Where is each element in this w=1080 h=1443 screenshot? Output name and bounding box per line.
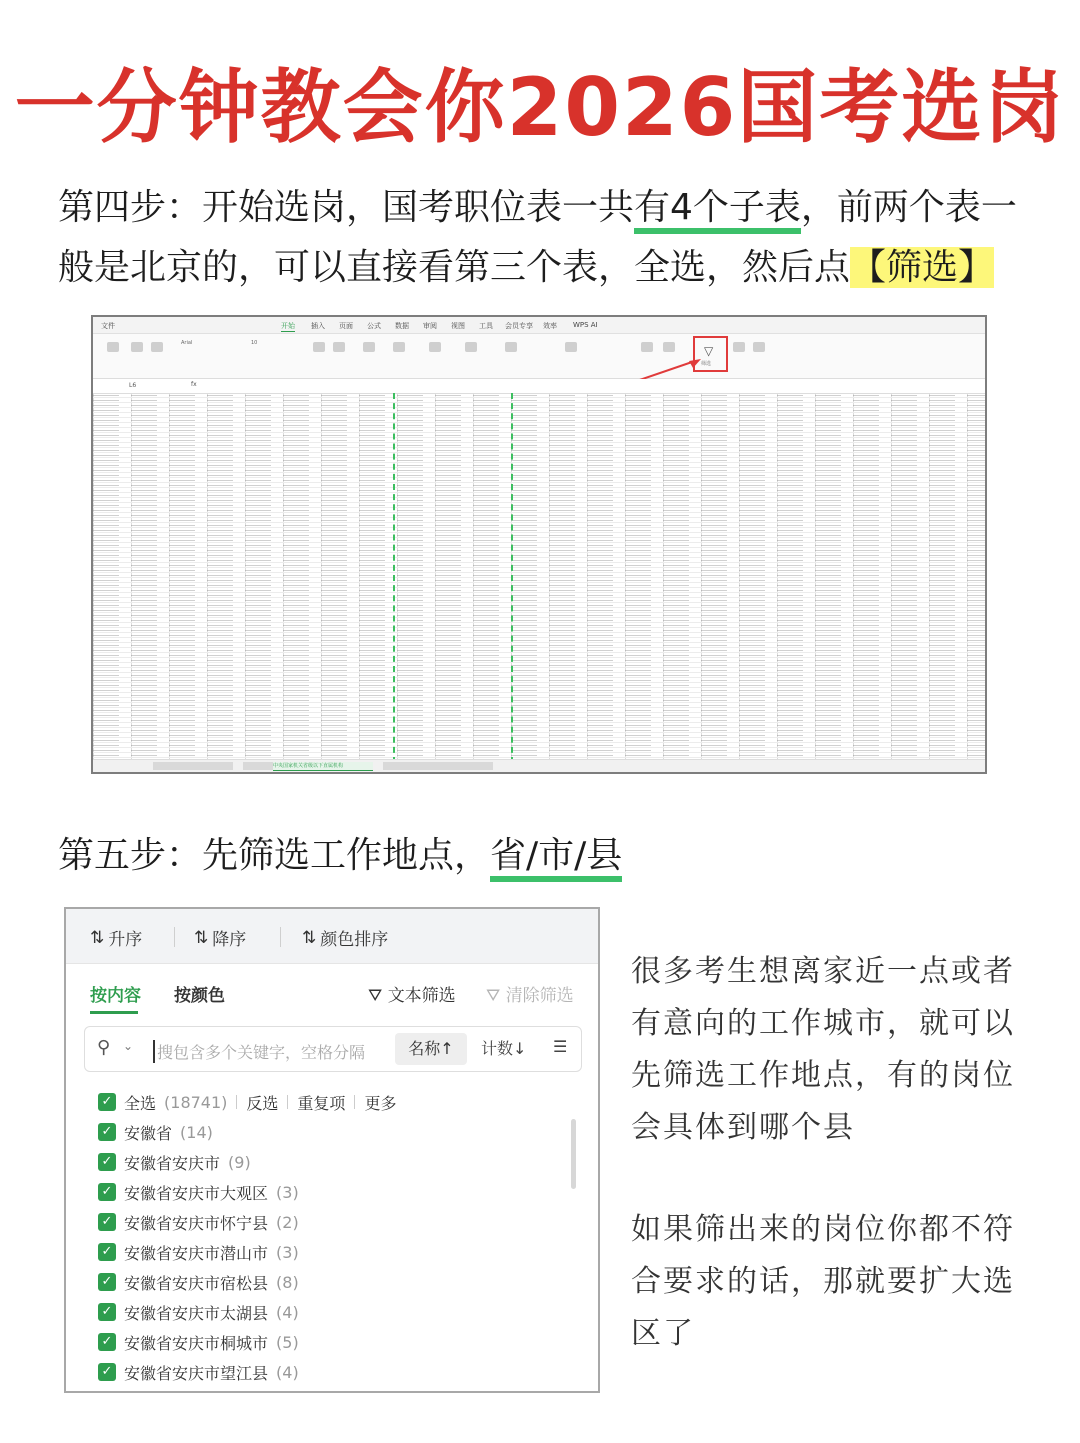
chevron-down-icon[interactable]: ⌄ bbox=[123, 1039, 134, 1053]
step4-highlight: 有4个子表 bbox=[634, 187, 801, 234]
tab-review[interactable]: 审阅 bbox=[423, 322, 437, 330]
sheet-tab-bar bbox=[93, 759, 987, 772]
cell-reference[interactable]: L6 bbox=[129, 382, 137, 389]
invert-selection-link[interactable]: 反选 bbox=[246, 1093, 279, 1113]
side-paragraph-2 bbox=[631, 1204, 1031, 1360]
checkbox-checked-icon[interactable]: ✓ bbox=[98, 1093, 116, 1111]
list-item[interactable] bbox=[98, 1237, 568, 1267]
selection-border-left bbox=[393, 393, 395, 763]
item-label: 安徽省安庆市潜山市 bbox=[124, 1243, 269, 1263]
filter-icon: ▽ bbox=[704, 344, 714, 358]
tab-member[interactable]: 会员专享 bbox=[505, 322, 533, 330]
sort-bar bbox=[66, 909, 598, 964]
item-count: (9) bbox=[228, 1152, 251, 1172]
item-count: (14) bbox=[180, 1122, 213, 1142]
list-options-icon[interactable]: ☰ bbox=[553, 1037, 568, 1056]
step5-highlight: 省/市/县 bbox=[490, 835, 622, 882]
sort-desc-label: 降序 bbox=[212, 930, 247, 950]
merge-icon[interactable] bbox=[393, 342, 405, 352]
sort-desc-icon: ⇅ bbox=[194, 927, 209, 948]
side-paragraph-1 bbox=[631, 946, 1031, 1154]
sort-color-label: 颜色排序 bbox=[320, 930, 389, 950]
name-sort-button[interactable]: 名称↑ bbox=[395, 1033, 467, 1065]
item-label: 安徽省安庆市望江县 bbox=[124, 1363, 269, 1383]
sort-color-button[interactable] bbox=[302, 925, 388, 950]
search-input[interactable] bbox=[84, 1026, 582, 1072]
cut-icon[interactable] bbox=[151, 342, 163, 352]
divider bbox=[287, 1095, 288, 1109]
list-item[interactable] bbox=[98, 1267, 568, 1297]
number-format-icon[interactable] bbox=[429, 342, 441, 352]
list-item[interactable] bbox=[98, 1357, 568, 1387]
filter-panel bbox=[64, 907, 600, 1393]
list-item[interactable] bbox=[98, 1117, 568, 1147]
step4-part1: 第四步：开始选岗，国考职位表一共 bbox=[58, 187, 635, 228]
align-icon[interactable] bbox=[313, 342, 325, 352]
ribbon-toolbar bbox=[93, 334, 985, 379]
item-label: 安徽省安庆市 bbox=[124, 1153, 221, 1173]
align-center-icon[interactable] bbox=[333, 342, 345, 352]
divider bbox=[354, 1095, 355, 1109]
list-item[interactable] bbox=[98, 1177, 568, 1207]
item-count: (3) bbox=[276, 1242, 299, 1262]
list-item[interactable] bbox=[98, 1297, 568, 1327]
tab-formula[interactable]: 公式 bbox=[367, 322, 381, 330]
funnel-clear-icon: ⛛ bbox=[486, 986, 501, 1006]
tab-efficiency[interactable]: 效率 bbox=[543, 322, 557, 330]
find-icon[interactable] bbox=[753, 342, 765, 352]
step4-text bbox=[58, 178, 1028, 298]
count-sort-button[interactable]: 计数↓ bbox=[481, 1039, 527, 1058]
cell-contents bbox=[93, 393, 987, 763]
list-item[interactable] bbox=[98, 1207, 568, 1237]
item-label: 安徽省安庆市太湖县 bbox=[124, 1303, 269, 1323]
tab-by-content[interactable]: 按内容 bbox=[90, 981, 141, 1006]
item-count: (8) bbox=[276, 1272, 299, 1292]
sort-asc-icon: ⇅ bbox=[90, 927, 105, 948]
tab-wps-ai[interactable]: WPS AI bbox=[573, 321, 598, 329]
item-label: 安徽省 bbox=[124, 1123, 173, 1143]
checkbox-checked-icon[interactable]: ✓ bbox=[98, 1303, 116, 1321]
tab-data[interactable]: 数据 bbox=[395, 322, 409, 330]
checkbox-checked-icon[interactable]: ✓ bbox=[98, 1333, 116, 1351]
item-count: (4) bbox=[276, 1362, 299, 1382]
select-all-label: 全选 bbox=[124, 1093, 157, 1113]
side-line: 有意向的工作城市，就可以 bbox=[631, 1006, 1015, 1041]
step4-part2: ，前两个表一般是北京的，可以直接看第三个表，全选，然后点 bbox=[58, 187, 1017, 288]
item-label: 安徽省安庆市桐城市 bbox=[124, 1333, 269, 1353]
item-count: (4) bbox=[276, 1302, 299, 1322]
sort-desc-button[interactable] bbox=[194, 925, 246, 950]
tab-by-color[interactable]: 按颜色 bbox=[174, 986, 225, 1006]
clear-filter-button[interactable] bbox=[486, 981, 574, 1006]
menu-bar bbox=[93, 317, 985, 334]
search-icon[interactable]: ⚲ bbox=[97, 1037, 111, 1058]
spreadsheet-screenshot bbox=[91, 315, 987, 774]
sort-asc-button[interactable] bbox=[90, 925, 142, 950]
tab-home[interactable]: 开始 bbox=[281, 322, 295, 330]
row-col-icon[interactable] bbox=[505, 342, 517, 352]
sheet-tab-4[interactable] bbox=[383, 762, 493, 770]
item-label: 安徽省安庆市大观区 bbox=[124, 1183, 269, 1203]
checkbox-checked-icon[interactable]: ✓ bbox=[98, 1123, 116, 1141]
convert-icon[interactable] bbox=[465, 342, 477, 352]
list-item[interactable] bbox=[98, 1327, 568, 1357]
side-line: 如果筛出来的岗位你都不符 bbox=[631, 1212, 1015, 1247]
item-label: 安徽省安庆市宿松县 bbox=[124, 1273, 269, 1293]
page-title: 一分钟教会你2026国考选岗 bbox=[14, 61, 1066, 154]
step4-filter-label: 【筛选】 bbox=[850, 247, 995, 288]
checkbox-checked-icon[interactable]: ✓ bbox=[98, 1243, 116, 1261]
checkbox-checked-icon[interactable]: ✓ bbox=[98, 1273, 116, 1291]
fill-icon[interactable] bbox=[641, 342, 653, 352]
font-size[interactable]: 10 bbox=[251, 340, 258, 346]
item-count: (5) bbox=[276, 1332, 299, 1352]
sort-color-icon: ⇅ bbox=[302, 927, 317, 948]
divider bbox=[236, 1095, 237, 1109]
selection-border-right bbox=[511, 393, 513, 763]
text-filter-label: 文本筛选 bbox=[387, 986, 456, 1006]
table-style-icon[interactable] bbox=[565, 342, 577, 352]
tab-view[interactable]: 视图 bbox=[451, 322, 465, 330]
select-all-row[interactable] bbox=[98, 1087, 568, 1117]
fx-icon: fx bbox=[191, 381, 197, 388]
divider bbox=[280, 927, 281, 947]
duplicates-link[interactable]: 重复项 bbox=[297, 1093, 346, 1113]
filter-label: 筛选 bbox=[701, 361, 712, 367]
checkbox-checked-icon[interactable]: ✓ bbox=[98, 1213, 116, 1231]
checkbox-checked-icon[interactable]: ✓ bbox=[98, 1183, 116, 1201]
item-count: (3) bbox=[276, 1182, 299, 1202]
format-painter-icon[interactable] bbox=[107, 342, 119, 352]
sheet-tab-1[interactable] bbox=[153, 762, 233, 770]
divider bbox=[174, 927, 175, 947]
side-line: 区了 bbox=[631, 1316, 695, 1351]
side-line: 合要求的话，那就要扩大选 bbox=[631, 1264, 1015, 1299]
item-count: (2) bbox=[276, 1212, 299, 1232]
search-placeholder: 搜包含多个关键字，空格分隔 bbox=[153, 1040, 365, 1063]
scrollbar[interactable] bbox=[571, 1119, 576, 1189]
formula-bar bbox=[93, 379, 985, 394]
list-item[interactable] bbox=[98, 1147, 568, 1177]
sum-icon[interactable] bbox=[663, 342, 675, 352]
checkbox-checked-icon[interactable]: ✓ bbox=[98, 1363, 116, 1381]
tab-file[interactable]: 文件 bbox=[101, 322, 115, 330]
font-name[interactable]: Arial bbox=[181, 340, 193, 346]
paste-icon[interactable] bbox=[131, 342, 143, 352]
value-list bbox=[98, 1087, 568, 1387]
tab-insert[interactable]: 插入 bbox=[311, 322, 325, 330]
checkbox-checked-icon[interactable]: ✓ bbox=[98, 1153, 116, 1171]
tab-tools[interactable]: 工具 bbox=[479, 322, 493, 330]
side-line: 会具体到哪个县 bbox=[631, 1110, 855, 1145]
freeze-icon[interactable] bbox=[733, 342, 745, 352]
side-line: 很多考生想离家近一点或者 bbox=[631, 954, 1015, 989]
sort-asc-label: 升序 bbox=[108, 930, 143, 950]
text-filter-button[interactable] bbox=[368, 981, 456, 1006]
step5-part1: 第五步：先筛选工作地点， bbox=[58, 835, 491, 876]
clear-filter-label: 清除筛选 bbox=[505, 986, 574, 1006]
side-line: 先筛选工作地点，有的岗位 bbox=[631, 1058, 1015, 1093]
item-label: 安徽省安庆市怀宁县 bbox=[124, 1213, 269, 1233]
select-all-count: (18741) bbox=[164, 1092, 228, 1112]
sheet-tab-active[interactable]: 中央国家机关省级以下直属机构 bbox=[273, 762, 373, 771]
step5-text bbox=[58, 826, 1028, 886]
wrap-icon[interactable] bbox=[363, 342, 375, 352]
more-link[interactable]: 更多 bbox=[364, 1093, 397, 1113]
tab-page[interactable]: 页面 bbox=[339, 322, 353, 330]
funnel-icon: ⛛ bbox=[368, 986, 383, 1006]
